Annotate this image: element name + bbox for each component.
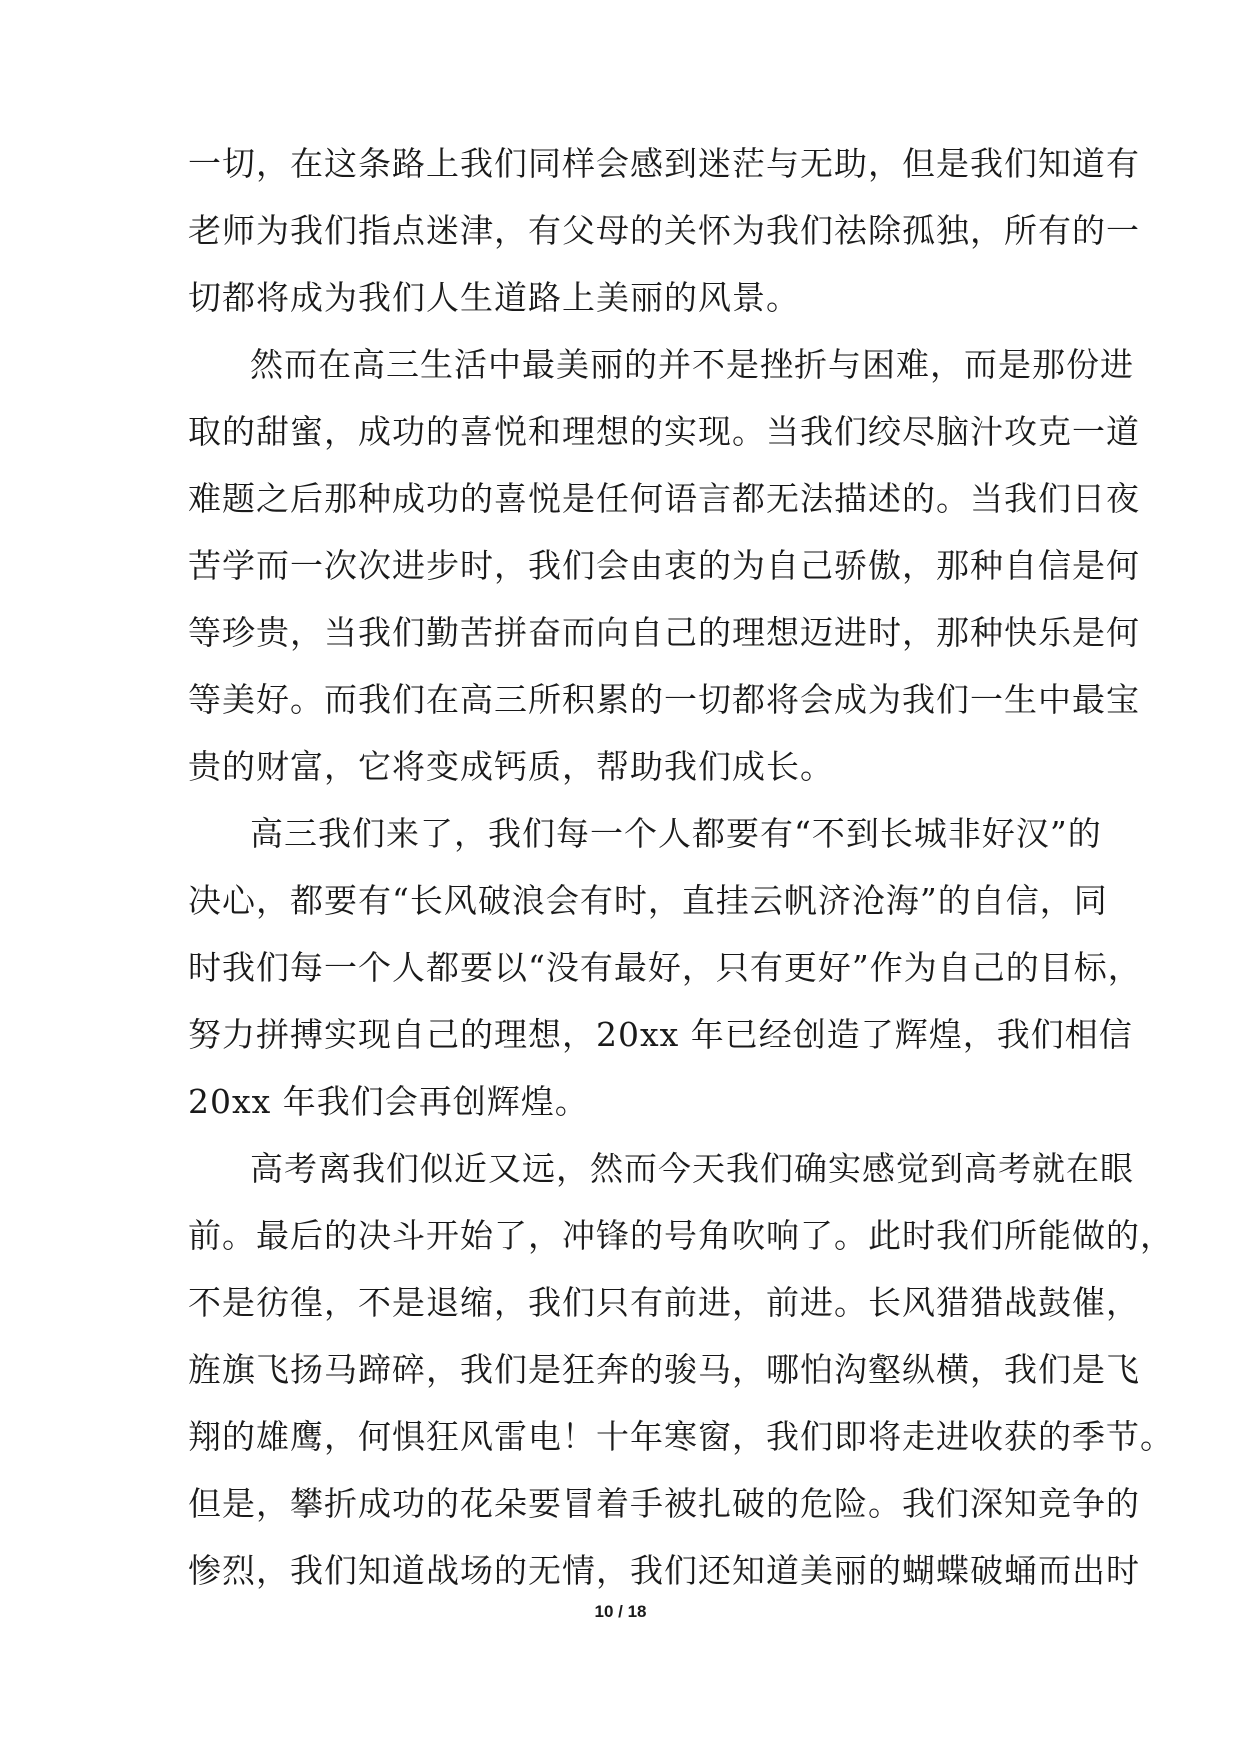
text-line: 取的甜蜜，成功的喜悦和理想的实现。当我们绞尽脑汁攻克一道 xyxy=(188,412,1140,451)
text-line: 等珍贵，当我们勤苦拼奋而向自己的理想迈进时，那种快乐是何 xyxy=(188,613,1140,652)
text-line: 等美好。而我们在高三所积累的一切都将会成为我们一生中最宝 xyxy=(188,680,1140,719)
page-number: 10 / 18 xyxy=(594,1602,647,1621)
text-line: 翔的雄鹰，何惧狂风雷电！十年寒窗，我们即将走进收获的季节。 xyxy=(188,1417,1174,1456)
text-line: 前。最后的决斗开始了，冲锋的号角吹响了。此时我们所能做的， xyxy=(188,1216,1174,1255)
text-line: 努力拼搏实现自己的理想，20xx 年已经创造了辉煌，我们相信 xyxy=(188,1015,1133,1054)
paragraph-first-line: 高考离我们似近又远，然而今天我们确实感觉到高考就在眼 xyxy=(250,1149,1134,1188)
text-line: 旌旗飞扬马蹄碎，我们是狂奔的骏马，哪怕沟壑纵横，我们是飞 xyxy=(188,1350,1140,1389)
text-line: 难题之后那种成功的喜悦是任何语言都无法描述的。当我们日夜 xyxy=(188,479,1140,518)
text-line: 切都将成为我们人生道路上美丽的风景。 xyxy=(188,278,800,317)
text-line: 一切，在这条路上我们同样会感到迷茫与无助，但是我们知道有 xyxy=(188,144,1140,183)
text-line: 不是彷徨，不是退缩，我们只有前进，前进。长风猎猎战鼓催， xyxy=(188,1283,1140,1322)
text-line: 苦学而一次次进步时，我们会由衷的为自己骄傲，那种自信是何 xyxy=(188,546,1140,585)
text-line: 20xx 年我们会再创辉煌。 xyxy=(188,1082,589,1121)
text-line: 老师为我们指点迷津，有父母的关怀为我们祛除孤独，所有的一 xyxy=(188,211,1140,250)
text-line: 但是，攀折成功的花朵要冒着手被扎破的危险。我们深知竞争的 xyxy=(188,1484,1140,1523)
paragraph-first-line: 然而在高三生活中最美丽的并不是挫折与困难，而是那份进 xyxy=(250,345,1134,384)
text-line: 贵的财富，它将变成钙质，帮助我们成长。 xyxy=(188,747,834,786)
text-line: 时我们每一个人都要以“没有最好，只有更好”作为自己的目标， xyxy=(188,948,1142,987)
text-line: 惨烈，我们知道战场的无情，我们还知道美丽的蝴蝶破蛹而出时 xyxy=(188,1551,1140,1590)
paragraph-first-line: 高三我们来了，我们每一个人都要有“不到长城非好汉”的 xyxy=(250,814,1102,853)
text-line: 决心，都要有“长风破浪会有时，直挂云帆济沧海”的自信，同 xyxy=(188,881,1108,920)
